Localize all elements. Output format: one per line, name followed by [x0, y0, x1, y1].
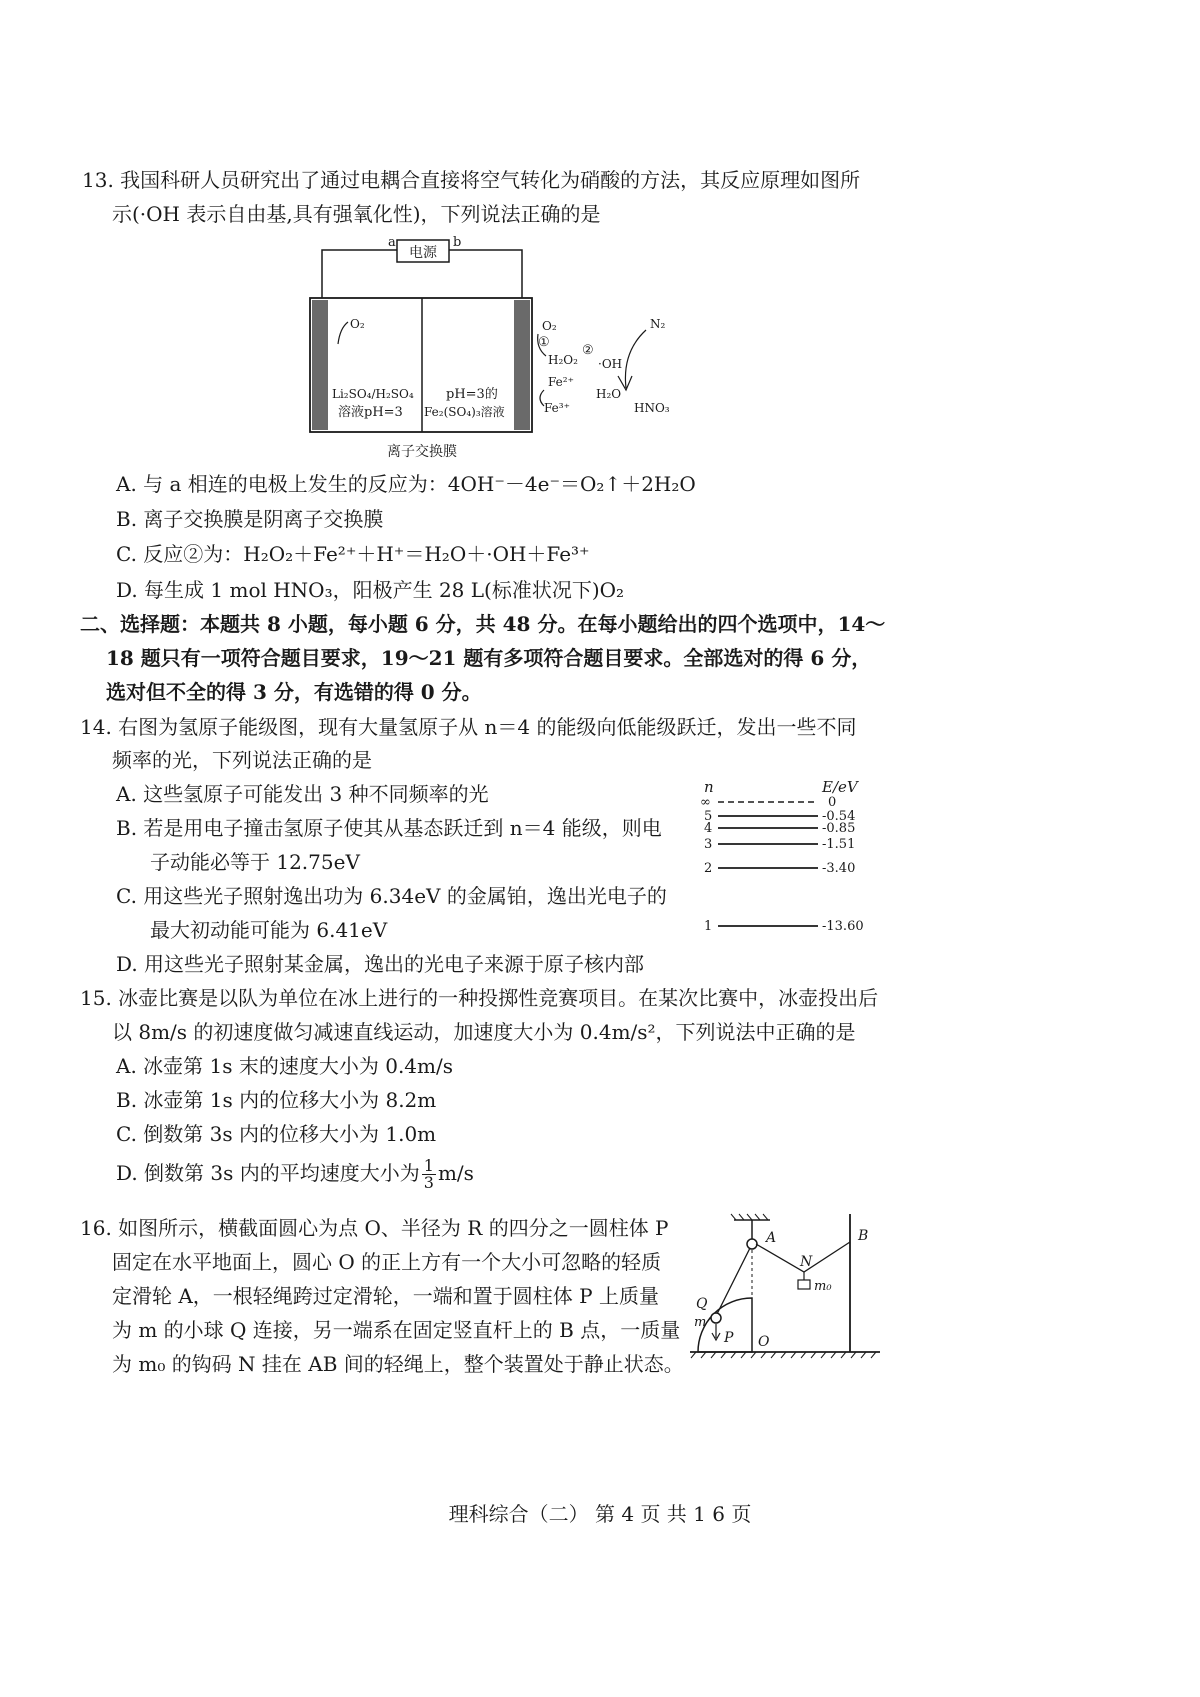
pulley-a	[747, 1239, 757, 1249]
hno3-label: HNO₃	[634, 401, 670, 415]
wire-right	[449, 250, 522, 298]
q15-option-d-unit: m/s	[437, 1161, 474, 1185]
level-n-5: 5	[704, 809, 713, 824]
right-solution-label-1: pH=3的	[446, 387, 498, 402]
terminal-a-label: a	[388, 235, 396, 250]
label-a: A	[766, 1230, 777, 1246]
label-m: m	[694, 1315, 707, 1330]
label-o: O	[758, 1334, 770, 1350]
terminal-b-label: b	[453, 235, 462, 250]
ball-q	[711, 1313, 721, 1323]
q15-option-d	[116, 1158, 474, 1191]
q15-option-a: A. 冰壶第 1s 末的速度大小为 0.4m/s	[116, 1054, 453, 1078]
n-axis-label: n	[704, 778, 714, 796]
o2-right-label: O₂	[542, 319, 557, 333]
q15-option-b: B. 冰壶第 1s 内的位移大小为 8.2m	[116, 1088, 437, 1112]
level-e-2: -3.40	[822, 861, 856, 876]
q15-option-d-text: D. 倒数第 3s 内的平均速度大小为	[116, 1161, 420, 1185]
label-n: N	[800, 1254, 813, 1270]
q13-option-d: D. 每生成 1 mol HNO₃，阳极产生 28 L(标准状况下)O₂	[116, 578, 625, 602]
level-e-4: -0.85	[822, 821, 856, 836]
q15-option-c: C. 倒数第 3s 内的位移大小为 1.0m	[116, 1122, 437, 1146]
q14-option-d: D. 用这些光子照射某金属，逸出的光电子来源于原子核内部	[116, 952, 645, 976]
q16-stem-line1: 16. 如图所示，横截面圆心为点 O、半径为 R 的四分之一圆柱体 P	[80, 1216, 669, 1240]
q14-option-c-line1: C. 用这些光子照射逸出功为 6.34eV 的金属铂，逸出光电子的	[116, 884, 667, 908]
level-3	[704, 837, 855, 852]
q13-stem-line2: 示(·OH 表示自由基,具有强氧化性)，下列说法正确的是	[112, 202, 601, 226]
level-e-1: -13.60	[822, 919, 864, 934]
left-solution-label-2: 溶液pH=3	[338, 405, 403, 420]
fraction-numerator: 1	[423, 1156, 434, 1175]
level-1	[704, 919, 864, 934]
level-e-3: -1.51	[822, 837, 856, 852]
rope-a-q	[716, 1248, 750, 1316]
fraction-denominator: 3	[423, 1173, 434, 1192]
q13-option-b: B. 离子交换膜是阴离子交换膜	[116, 507, 384, 531]
level-n-3: 3	[704, 837, 713, 852]
level-infinity	[700, 795, 836, 810]
q13-option-a: A. 与 a 相连的电极上发生的反应为：4OH⁻－4e⁻＝O₂↑＋2H₂O	[116, 472, 696, 496]
electrode-right	[514, 300, 530, 430]
q13-option-c: C. 反应②为：H₂O₂＋Fe²⁺＋H⁺＝H₂O＋·OH＋Fe³⁺	[116, 542, 590, 566]
label-m0: m₀	[814, 1279, 832, 1294]
q16-stem-line2: 固定在水平地面上，圆心 O 的正上方有一个大小可忽略的轻质	[112, 1250, 662, 1274]
level-n-1: 1	[704, 919, 713, 934]
label-b: B	[858, 1228, 869, 1244]
water-label: H₂O	[596, 387, 622, 401]
label-q: Q	[696, 1296, 708, 1312]
wire-left	[322, 250, 397, 298]
o2-left-label: O₂	[350, 317, 365, 331]
level-n-4: 4	[704, 821, 713, 836]
q14-stem-line2: 频率的光，下列说法正确的是	[112, 748, 372, 772]
n2-label: N₂	[650, 317, 666, 331]
electrolysis-diagram	[300, 226, 680, 470]
level-n-2: 2	[704, 861, 713, 876]
energy-axis-label: E/eV	[822, 778, 858, 796]
q16-stem-line3: 定滑轮 A，一根轻绳跨过定滑轮，一端和置于圆柱体 P 上质量	[112, 1284, 659, 1308]
arrow-n2-to-hno3	[625, 330, 646, 388]
q13-stem-line1: 13. 我国科研人员研究出了通过电耦合直接将空气转化为硝酸的方法，其反应原理如图所	[82, 168, 861, 192]
section2-instructions-line1: 二、选择题：本题共 8 小题，每小题 6 分，共 48 分。在每小题给出的四个选项中，14～	[80, 612, 886, 636]
step2-label: ②	[582, 343, 594, 358]
h2o2-label: H₂O₂	[548, 353, 578, 367]
q16-stem-line4: 为 m 的小球 Q 连接，另一端系在固定竖直杆上的 B 点，一质量	[112, 1318, 681, 1342]
step1-label: ①	[538, 335, 550, 350]
fe3-label: Fe³⁺	[544, 401, 570, 415]
fe2-label: Fe²⁺	[548, 375, 574, 389]
fraction-one-third	[422, 1158, 436, 1191]
oh-radical-label: ·OH	[598, 357, 623, 371]
q14-stem-line1: 14. 右图为氢原子能级图，现有大量氢原子从 n＝4 的能级向低能级跃迁，发出一些不同	[80, 715, 857, 739]
label-p: P	[724, 1330, 734, 1346]
q14-option-b-line1: B. 若是用电子撞击氢原子使其从基态跃迁到 n＝4 能级，则电	[116, 816, 662, 840]
q14-option-c-line2: 最大初动能可能为 6.41eV	[150, 918, 388, 942]
pulley-system-diagram	[690, 1206, 890, 1366]
level-4	[704, 821, 855, 836]
q14-option-b-line2: 子动能必等于 12.75eV	[150, 850, 360, 874]
q15-stem-line1: 15. 冰壶比赛是以队为单位在冰上进行的一种投掷性竞赛项目。在某次比赛中，冰壶投出后	[80, 986, 879, 1010]
ceiling-hatch	[731, 1214, 768, 1220]
page-footer: 理科综合（二） 第 4 页 共 1 6 页	[448, 1502, 752, 1526]
left-solution-label-1: Li₂SO₄/H₂SO₄	[332, 387, 414, 401]
electrode-left	[312, 300, 328, 430]
hook-weight-n	[798, 1280, 810, 1289]
ground-hatch	[691, 1352, 876, 1358]
right-solution-label-2: Fe₂(SO₄)₃溶液	[424, 405, 505, 419]
arrow-o2-left	[338, 322, 348, 344]
power-source-label: 电源	[409, 245, 437, 261]
level-e-5: -0.54	[822, 809, 856, 824]
level-2	[704, 861, 855, 876]
q15-stem-line2: 以 8m/s 的初速度做匀减速直线运动，加速度大小为 0.4m/s²，下列说法中正确的是	[112, 1020, 856, 1044]
membrane-label: 离子交换膜	[387, 444, 457, 460]
level-n-inf: ∞	[700, 795, 711, 810]
q14-option-a: A. 这些氢原子可能发出 3 种不同频率的光	[116, 782, 489, 806]
section2-instructions-line3: 选对但不全的得 3 分，有选错的得 0 分。	[106, 680, 482, 704]
section2-instructions-line2: 18 题只有一项符合题目要求，19～21 题有多项符合题目要求。全部选对的得 6 分，	[106, 646, 872, 670]
q16-stem-line5: 为 m₀ 的钩码 N 挂在 AB 间的轻绳上，整个装置处于静止状态。	[112, 1352, 684, 1376]
level-e-inf: 0	[828, 795, 837, 810]
energy-level-diagram	[690, 774, 890, 944]
